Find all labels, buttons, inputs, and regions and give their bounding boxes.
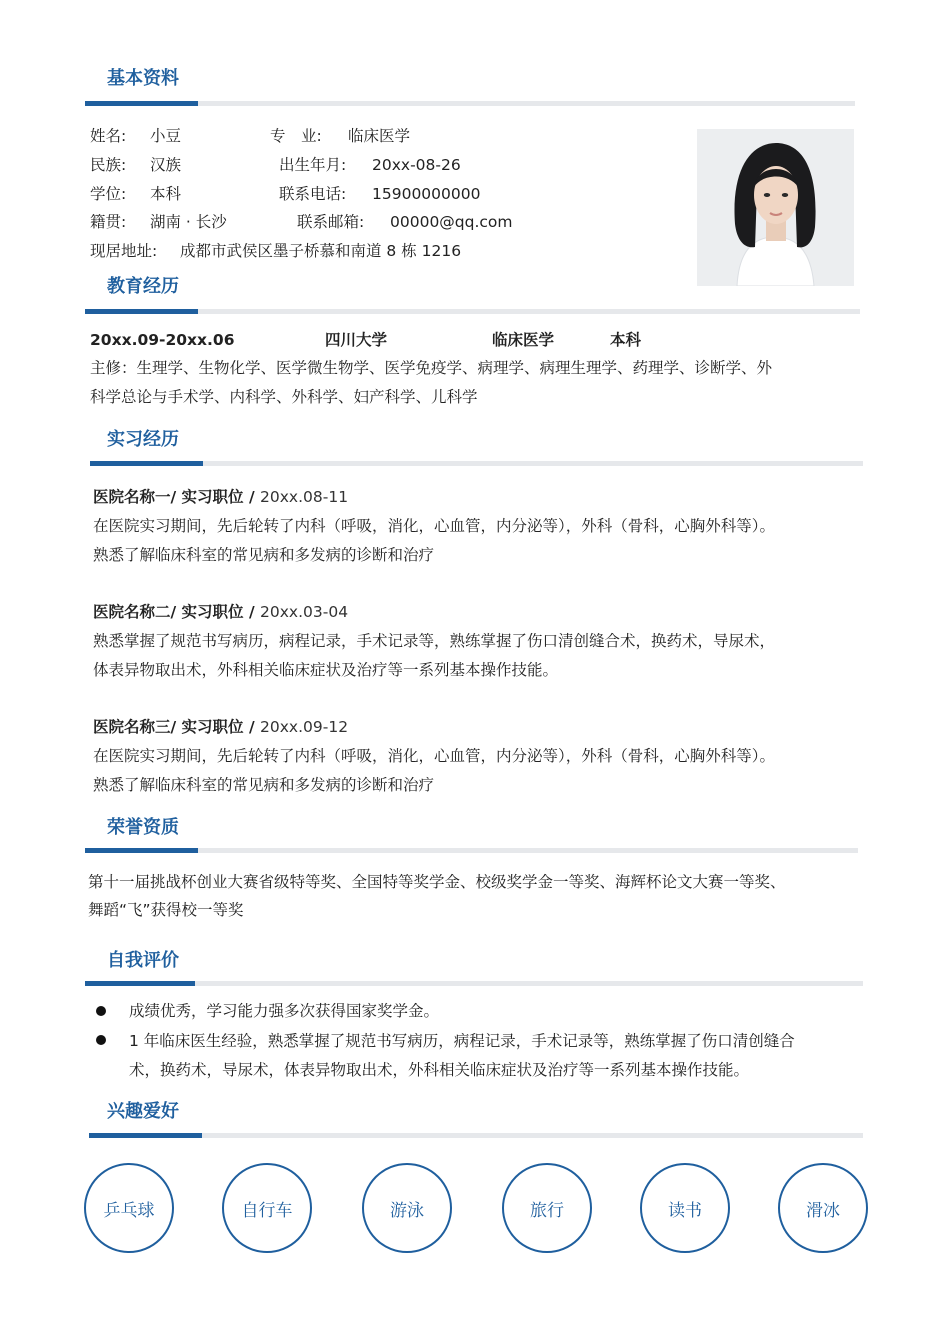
education-period: 20xx.09-20xx.06 <box>90 331 235 349</box>
internship-entry-desc: 熟悉了解临床科室的常见病和多发病的诊断和治疗 <box>93 546 435 564</box>
section-title-internship: 实习经历 <box>107 429 179 450</box>
internship-entry-head <box>93 483 348 511</box>
section-divider <box>85 981 863 986</box>
self-eval-item-continued: 术，换药术，导尿术，体表异物取出术，外科相关临床症状及治疗等一系列基本操作技能。 <box>129 1061 750 1079</box>
self-eval-item: 成绩优秀，学习能力强多次获得国家奖学金。 <box>129 1002 440 1020</box>
internship-entry-title: 医院名称三/ 实习职位 <box>93 718 244 736</box>
hobby-badge: 读书 <box>640 1163 730 1253</box>
birth-label: 出生年月: <box>279 156 347 174</box>
section-title-honors: 荣誉资质 <box>107 817 179 838</box>
self-eval-item: 1 年临床医生经验，熟悉掌握了规范书写病历，病程记录，手术记录等，熟练掌握了伤口清创缝合 <box>129 1032 795 1050</box>
hobby-badge: 滑冰 <box>778 1163 868 1253</box>
internship-entry-separator: / <box>243 603 261 621</box>
major-value: 临床医学 <box>348 127 411 145</box>
email-value: 00000@qq.com <box>390 213 513 231</box>
internship-entry-title: 医院名称二/ 实习职位 <box>93 603 244 621</box>
section-title-basic: 基本资料 <box>107 68 179 89</box>
address-value: 成都市武侯区墨子桥慕和南道 8 栋 1216 <box>180 242 462 260</box>
honors-line1: 第十一届挑战杯创业大赛省级特等奖、全国特等奖学金、校级奖学金一等奖、海辉杯论文大赛一等奖、 <box>88 873 786 891</box>
internship-entry-separator: / <box>243 488 261 506</box>
birth-value: 20xx-08-26 <box>372 156 461 174</box>
internship-entry-title: 医院名称一/ 实习职位 <box>93 488 244 506</box>
education-degree: 本科 <box>610 331 642 349</box>
section-divider <box>85 309 860 314</box>
internship-entry-date: 20xx.08-11 <box>260 488 349 506</box>
name-label: 姓名: <box>90 127 127 145</box>
education-courses-line2: 科学总论与手术学、内科学、外科学、妇产科学、儿科学 <box>90 388 478 406</box>
section-title-education: 教育经历 <box>107 276 179 297</box>
ethnic-label: 民族: <box>90 156 127 174</box>
bullet-dot <box>96 1035 106 1045</box>
internship-entry-date: 20xx.09-12 <box>260 718 349 736</box>
hobby-badge: 旅行 <box>502 1163 592 1253</box>
degree-value: 本科 <box>150 185 182 203</box>
section-divider <box>85 101 855 106</box>
profile-photo <box>697 129 854 286</box>
phone-value: 15900000000 <box>372 185 481 203</box>
internship-entry-date: 20xx.03-04 <box>260 603 349 621</box>
internship-entry-head <box>93 598 348 626</box>
email-label: 联系邮箱: <box>297 213 365 231</box>
hobby-badge: 游泳 <box>362 1163 452 1253</box>
internship-entry-separator: / <box>243 718 261 736</box>
hobby-badge: 乒乓球 <box>84 1163 174 1253</box>
section-title-hobbies: 兴趣爱好 <box>107 1101 179 1122</box>
name-value: 小豆 <box>150 127 182 145</box>
major-label: 专 业: <box>270 127 322 145</box>
origin-label: 籍贯: <box>90 213 127 231</box>
section-divider <box>85 848 858 853</box>
internship-entry-desc: 熟悉了解临床科室的常见病和多发病的诊断和治疗 <box>93 776 435 794</box>
internship-entry-desc: 在医院实习期间，先后轮转了内科（呼吸，消化，心血管，内分泌等），外科（骨科，心胸外科等）。 <box>93 517 776 535</box>
ethnic-value: 汉族 <box>150 156 182 174</box>
phone-label: 联系电话: <box>279 185 347 203</box>
origin-value: 湖南 · 长沙 <box>150 213 227 231</box>
section-divider <box>89 1133 863 1138</box>
internship-entry-desc: 熟悉掌握了规范书写病历，病程记录，手术记录等，熟练掌握了伤口清创缝合术，换药术，导尿术， <box>93 632 776 650</box>
education-courses-line1: 主修：生理学、生物化学、医学微生物学、医学免疫学、病理学、病理生理学、药理学、诊断学、外 <box>90 359 773 377</box>
internship-entry-head <box>93 713 348 741</box>
address-label: 现居地址: <box>90 242 158 260</box>
honors-line2: 舞蹈“飞”获得校一等奖 <box>88 901 244 919</box>
section-title-self-eval: 自我评价 <box>107 950 179 971</box>
degree-label: 学位: <box>90 185 127 203</box>
hobby-badge: 自行车 <box>222 1163 312 1253</box>
education-major: 临床医学 <box>492 331 555 349</box>
section-divider <box>90 461 863 466</box>
bullet-dot <box>96 1006 106 1016</box>
education-school: 四川大学 <box>325 331 388 349</box>
internship-entry-desc: 体表异物取出术，外科相关临床症状及治疗等一系列基本操作技能。 <box>93 661 559 679</box>
internship-entry-desc: 在医院实习期间，先后轮转了内科（呼吸，消化，心血管，内分泌等），外科（骨科，心胸外科等）。 <box>93 747 776 765</box>
